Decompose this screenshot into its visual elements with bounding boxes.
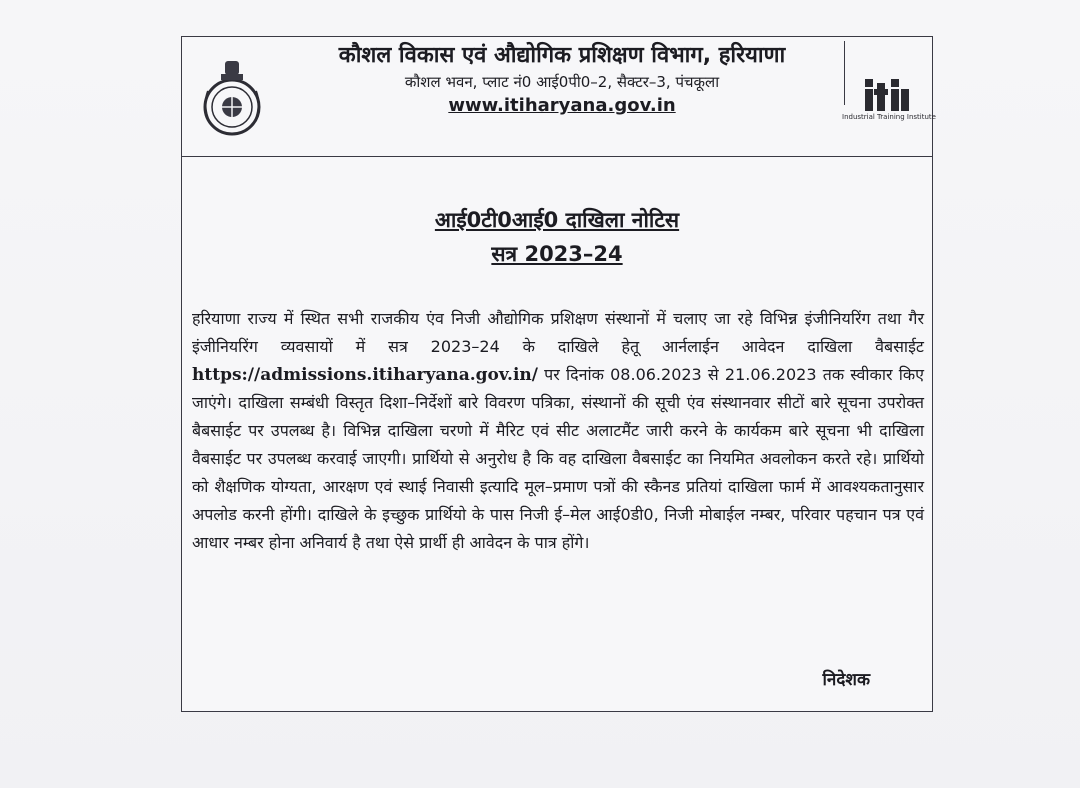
haryana-state-emblem-icon	[194, 55, 270, 137]
letterhead	[182, 37, 936, 157]
iti-logo-icon	[861, 77, 913, 113]
iti-logo	[842, 77, 936, 127]
notice-frame	[181, 36, 936, 712]
notice-title-block	[182, 203, 932, 271]
department-website-link[interactable]: www.itiharyana.gov.in	[448, 95, 676, 116]
notice-body	[192, 305, 924, 557]
iti-caption: Industrial Training Institute	[842, 113, 936, 121]
admission-url-link[interactable]: https://admissions.itiharyana.gov.in/	[192, 365, 538, 385]
notice-body-part1: हरियाणा राज्य में स्थित सभी राजकीय एंव निजी औद्योगिक प्रशिक्षण संस्थानों में चलाए जा रहे विभिन्न इंजीनियरिंग तथा गैर इंजीनियरिंग व्यवसायों में सत्र 2023–24 के दाखिले हेतू आर्नलाईन आवेदन दाखिला वैबसाईट	[192, 309, 924, 356]
notice-body-part2: पर दिनांक 08.06.2023 से 21.06.2023 तक स्वीकार किए जाएंगे। दाखिला सम्बंधी विस्तृत दिशा–निर्देशों बारे विवरण पत्रिका, संस्थानों की सूची एंव संस्थानवार सीटों बारे सूचना उपरोक्त बैबसाईट पर उपलब्ध है। विभिन्न दाखिला चरणो में मैरिट एवं सीट अलाटमैंट जारी करने के कार्यकम बारे सूचना भी दाखिला वैबसाईट पर उपलब्ध करवाई जाएगी। प्रार्थियो से अनुरोध है कि वह दाखिला वैबसाईट का नियमित अवलोकन करते रहे। प्रार्थियो को शैक्षणिक योग्यता, आरक्षण एवं स्थाई निवासी इत्यादि मूल–प्रमाण पत्रों की स्कैनड प्रतियां दाखिला फार्म में आवश्यकतानुसार अपलोड करनी होंगी। दाखिले के इच्छुक प्रार्थियो के पास निजी ई–मेल आई0डी0, निजी मोबाईल नम्बर, परिवार पहचान पत्र एवं आधार नम्बर होना अनिवार्य है तथा ऐसे प्रार्थी ही आवेदन के पात्र होंगे।	[192, 365, 924, 552]
notice-title: आई0टी0आई0 दाखिला नोटिस	[434, 208, 680, 232]
department-name: कौशल विकास एवं औद्योगिक प्रशिक्षण विभाग, हरियाणा	[338, 43, 786, 68]
signatory: निदेशक	[822, 670, 870, 690]
letterhead-text	[282, 41, 842, 119]
notice-session: सत्र 2023–24	[491, 242, 623, 266]
department-address: कौशल भवन, प्लाट नं0 आई0पी0–2, सैक्टर–3, पंचकूला	[404, 73, 720, 91]
